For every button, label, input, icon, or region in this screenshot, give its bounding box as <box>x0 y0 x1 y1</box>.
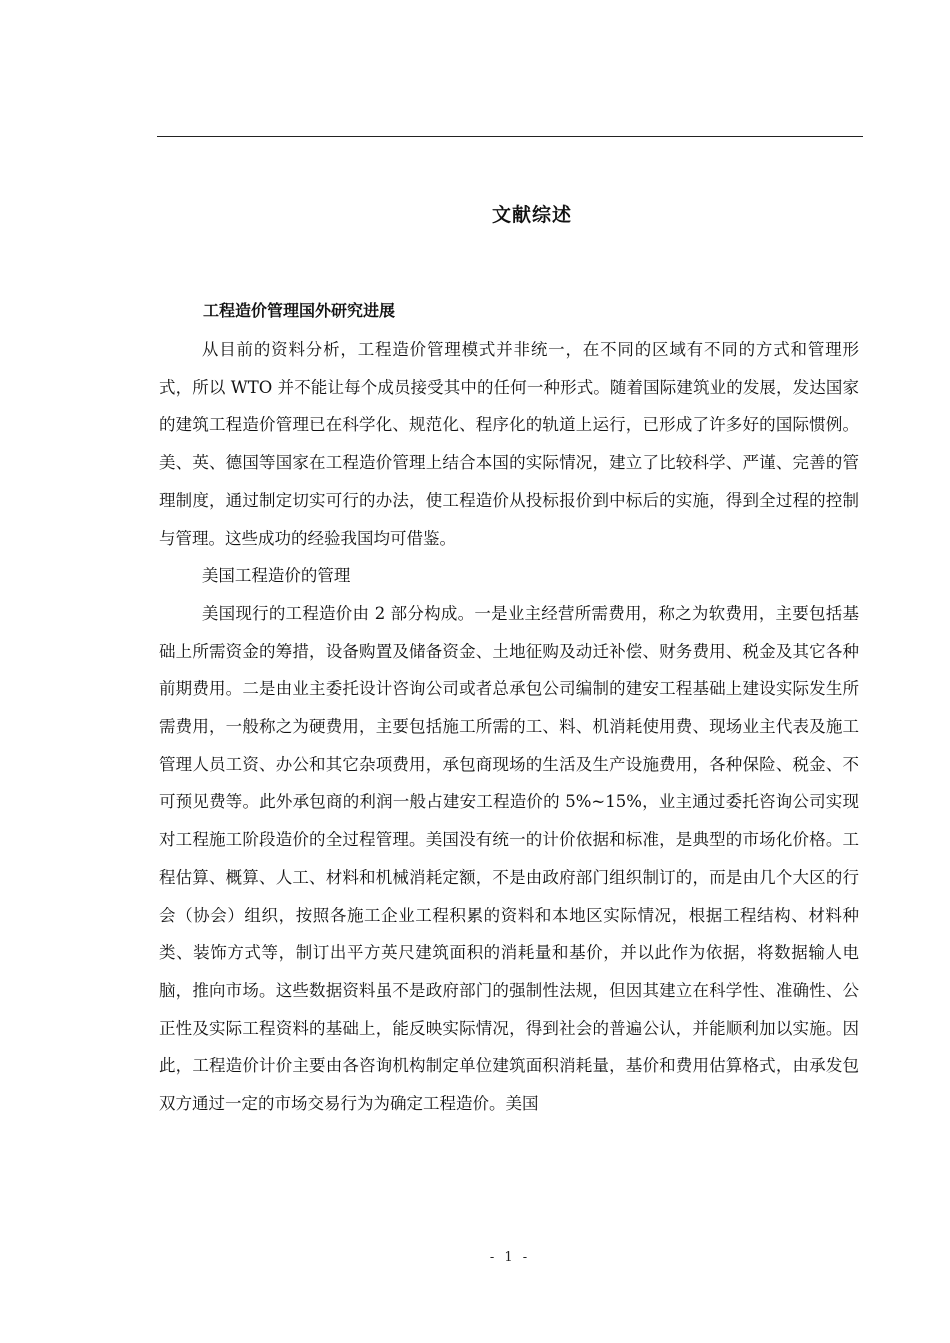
subheading-us-cost-management: 美国工程造价的管理 <box>201 566 351 586</box>
header-rule <box>157 136 863 137</box>
document-title: 文献综述 <box>491 204 572 226</box>
paragraph-intro: 从目前的资料分析，工程造价管理模式并非统一，在不同的区域有不同的方式和管理形式，所以 WTO 并不能让每个成员接受其中的任何一种形式。随着国际建筑业的发展，发达国家的建筑工程造价管理已在科学化、规范化、程序化的轨道上运行，已形成了许多好的国际惯例。美、英、德国等国家在工程造价管理上结合本国的实际情况，建立了比较科学、严谨、完善的管理制度，通过制定切实可行的办法，使工程造价从投标报价到中标后的实施，得到全过程的控制与管理。这些成功的经验我国均可借鉴。 <box>159 340 859 548</box>
page-number: - 1 - <box>489 1250 531 1265</box>
paragraph-us-cost-composition: 美国现行的工程造价由 2 部分构成。一是业主经营所需费用，称之为软费用，主要包括基础上所需资金的筹措，设备购置及储备资金、土地征购及动迁补偿、财务费用、税金及其它各种前期费用。二是由业主委托设计咨询公司或者总承包公司编制的建安工程基础上建设实际发生所需费用，一般称之为硬费用，主要包括施工所需的工、料、机消耗使用费、现场业主代表及施工管理人员工资、办公和其它杂项费用，承包商现场的生活及生产设施费用，各种保险、税金、不可预见费等。此外承包商的利润一般占建安工程造价的 5%~15%，业主通过委托咨询公司实现对工程施工阶段造价的全过程管理。美国没有统一的计价依据和标准，是典型的市场化价格。工程估算、概算、人工、材料和机械消耗定额，不是由政府部门组织制订的，而是由几个大区的行会（协会）组织，按照各施工企业工程积累的资料和本地区实际情况，根据工程结构、材料种类、装饰方式等，制订出平方英尺建筑面积的消耗量和基价，并以此作为依据，将数据输人电脑，推向市场。这些数据资料虽不是政府部门的强制性法规，但因其建立在科学性、准确性、公正性及实际工程资料的基础上，能反映实际情况，得到社会的普遍公认，并能顺利加以实施。因此，工程造价计价主要由各咨询机构制定单位建筑面积消耗量，基价和费用估算格式，由承发包双方通过一定的市场交易行为为确定工程造价。美国 <box>159 603 859 1114</box>
body-text <box>159 331 859 1123</box>
section-heading: 工程造价管理国外研究进展 <box>203 301 396 320</box>
